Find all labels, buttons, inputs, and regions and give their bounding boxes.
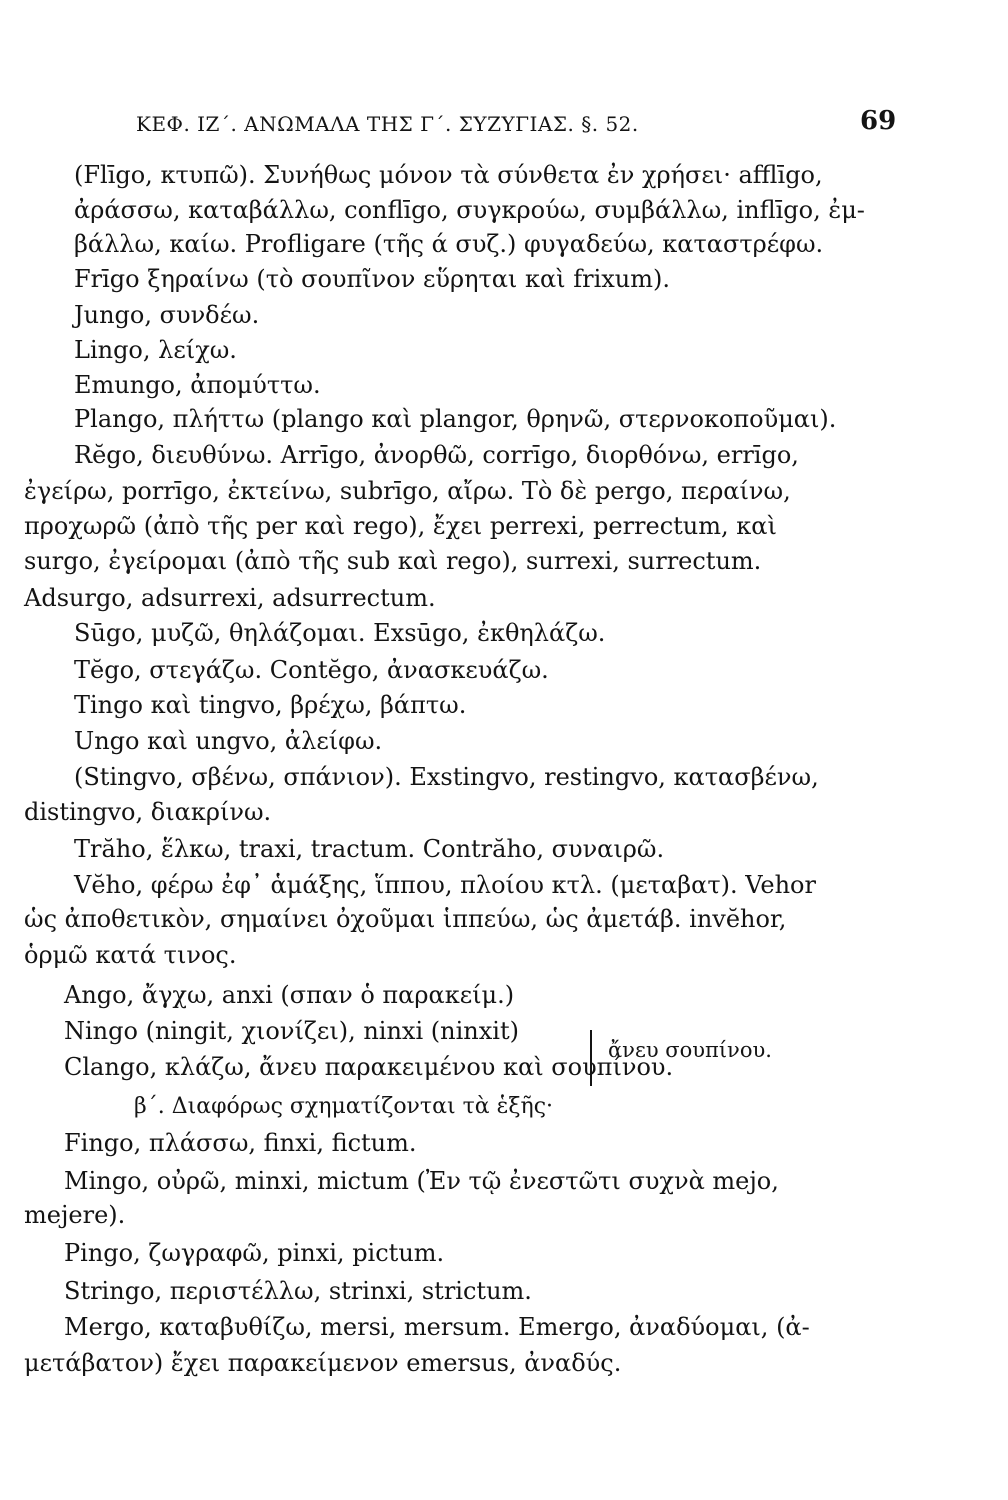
text-line: Mergo, καταβυθίζω, mersi, mersum. Emergo, ἀναδύομαι, (ἀ- (64, 1313, 810, 1341)
text-line: μετάβατον) ἔχει παρακείμενον emersus, ἀναδύς. (24, 1349, 622, 1377)
text-line: Clango, κλάζω, ἄνευ παρακειμένου καὶ σουπίνου. (64, 1053, 674, 1081)
text-line: προχωρῶ (ἀπὸ τῆς per καὶ rego), ἔχει perrexi, perrectum, καὶ (24, 512, 777, 540)
text-line: Frīgo ξηραίνω (τὸ σουπῖνον εὕρηται καὶ frixum). (74, 265, 670, 293)
text-line: Sūgo, μυζῶ, θηλάζομαι. Exsūgo, ἐκθηλάζω. (74, 619, 606, 647)
text-line: Ango, ἄγχω, anxi (σπαν ὁ παρακείμ.) (64, 981, 515, 1009)
text-line: Trăho, ἕλκω, traxi, tractum. Contrăho, συναιρῶ. (74, 835, 665, 863)
text-line: Ungo καὶ ungvo, ἀλείφω. (74, 727, 383, 755)
text-line: Tingo καὶ tingvo, βρέχω, βάπτω. (74, 691, 467, 719)
text-line: (Stingvo, σβένω, σπάνιον). Exstingvo, restingvo, κατασβένω, (74, 763, 819, 791)
text-line: Adsurgo, adsurrexi, adsurrectum. (24, 584, 436, 612)
text-line: Plango, πλήττω (plango καὶ plangor, θρηνῶ, στερνοκοποῦμαι). (74, 405, 837, 433)
text-line: Rĕgo, διευθύνω. Arrīgo, ἀνορθῶ, corrīgo, διορθόνω, errīgo, (74, 441, 799, 469)
running-head: ΚΕΦ. ΙΖ΄. ΑΝΩΜΑΛΑ ΤΗΣ Γ΄. ΣΥΖΥΓΙΑΣ. §. 52. (136, 112, 639, 136)
text-line: βάλλω, καίω. Profligare (τῆς ά συζ.) φυγαδεύω, καταστρέφω. (74, 230, 824, 258)
section-heading: β΄. Διαφόρως σχηματίζονται τὰ ἑξῆς· (134, 1094, 554, 1119)
text-line: Jungo, συνδέω. (74, 301, 260, 329)
text-line: (Flīgo, κτυπῶ). Συνήθως μόνον τὰ σύνθετα ἐν χρήσει· afflīgo, (74, 161, 823, 189)
text-line: Ningo (ningit, χιονίζει), ninxi (ninxit) (64, 1017, 519, 1045)
text-line: ἐγείρω, porrīgo, ἐκτείνω, subrīgo, αἴρω. Τὸ δὲ pergo, περαίνω, (24, 477, 791, 505)
text-line: Emungo, ἀπομύττω. (74, 371, 321, 399)
text-line: Tĕgo, στεγάζω. Contĕgo, ἀνασκευάζω. (74, 656, 549, 684)
page-number: 69 (860, 106, 897, 136)
text-line: Lingo, λείχω. (74, 336, 237, 364)
text-line: mejere). (24, 1201, 126, 1229)
text-line: distingvo, διακρίνω. (24, 798, 272, 826)
text-line: Mingo, οὐρῶ, minxi, mictum (Ἐν τῷ ἐνεστῶτι συχνὰ mejo, (64, 1167, 779, 1195)
text-line: surgo, ἐγείρομαι (ἀπὸ τῆς sub καὶ rego), surrexi, surrectum. (24, 547, 762, 575)
text-line: ὡς ἀποθετικὸν, σημαίνει ὀχοῦμαι ἱππεύω, ὡς ἀμετάβ. invĕhor, (24, 905, 787, 933)
brace-note: ἄνευ σουπίνου. (608, 1038, 772, 1062)
text-line: Pingo, ζωγραφῶ, pinxi, pictum. (64, 1239, 445, 1267)
text-line: Stringo, περιστέλλω, strinxi, strictum. (64, 1277, 532, 1305)
text-line: ἀράσσω, καταβάλλω, conflīgo, συγκρούω, συμβάλλω, inflīgo, ἐμ- (74, 196, 865, 224)
text-line: ὁρμῶ κατά τινος. (24, 941, 237, 969)
text-line: Vĕho, φέρω ἐφ᾽ ἁμάξης, ἵππου, πλοίου κτλ. (μεταβατ). Vehor (74, 871, 816, 899)
text-line: Fingo, πλάσσω, finxi, fictum. (64, 1129, 417, 1157)
